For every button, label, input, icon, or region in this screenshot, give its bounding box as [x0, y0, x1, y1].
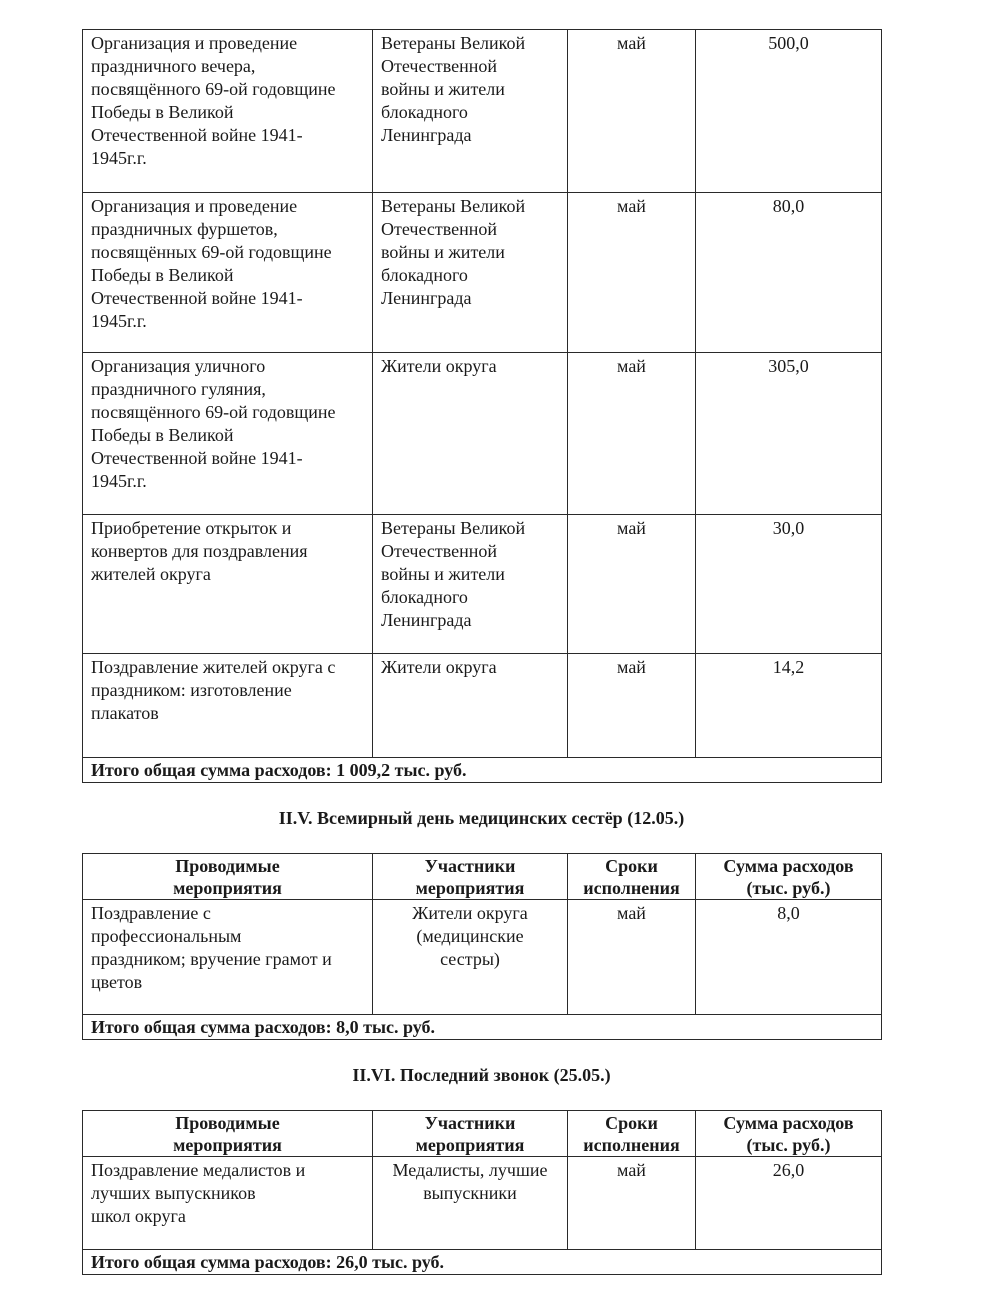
- total-cell: Итого общая сумма расходов: 8,0 тыс. руб.: [83, 1015, 882, 1040]
- header-participants: Участники мероприятия: [373, 854, 568, 900]
- total-cell: Итого общая сумма расходов: 1 009,2 тыс. руб.: [83, 758, 882, 783]
- table-row: [83, 515, 882, 654]
- participants-cell: Жители округа (медицинские сестры): [373, 900, 568, 1015]
- header-amount: Сумма расходов (тыс. руб.): [696, 854, 882, 900]
- participants-cell: Жители округа: [373, 353, 568, 515]
- table-header-row: [83, 854, 882, 900]
- total-row: [83, 758, 882, 783]
- table-row: [83, 353, 882, 515]
- event-cell: Организация и проведение праздничных фуршетов, посвящённых 69-ой годовщине Победы в Великой Отечественной войне 1941- 1945г.г.: [83, 193, 373, 353]
- amount-cell: 80,0: [696, 193, 882, 353]
- participants-cell: Медалисты, лучшие выпускники: [373, 1157, 568, 1250]
- event-cell: Поздравление с профессиональным праздником; вручение грамот и цветов: [83, 900, 373, 1015]
- header-term: Сроки исполнения: [568, 1111, 696, 1157]
- amount-cell: 8,0: [696, 900, 882, 1015]
- amount-cell: 14,2: [696, 654, 882, 758]
- table-row: [83, 900, 882, 1015]
- table-row: [83, 654, 882, 758]
- total-cell: Итого общая сумма расходов: 26,0 тыс. руб.: [83, 1250, 882, 1275]
- table-header-row: [83, 1111, 882, 1157]
- section-title-last-bell: II.VI. Последний звонок (25.05.): [352, 1065, 611, 1085]
- participants-cell: Ветераны Великой Отечественной войны и жители блокадного Ленинграда: [373, 515, 568, 654]
- header-participants: Участники мероприятия: [373, 1111, 568, 1157]
- participants-cell: Ветераны Великой Отечественной войны и жители блокадного Ленинграда: [373, 30, 568, 193]
- events-table-victory-day: [82, 29, 882, 783]
- term-cell: май: [568, 900, 696, 1015]
- term-cell: май: [568, 515, 696, 654]
- header-amount: Сумма расходов (тыс. руб.): [696, 1111, 882, 1157]
- amount-cell: 500,0: [696, 30, 882, 193]
- amount-cell: 30,0: [696, 515, 882, 654]
- event-cell: Организация и проведение праздничного вечера, посвящённого 69-ой годовщине Победы в Великой Отечественной войне 1941- 1945г.г.: [83, 30, 373, 193]
- header-events: Проводимые мероприятия: [83, 854, 373, 900]
- term-cell: май: [568, 1157, 696, 1250]
- amount-cell: 26,0: [696, 1157, 882, 1250]
- section-title-nurses-day: II.V. Всемирный день медицинских сестёр (12.05.): [278, 808, 685, 828]
- total-row: [83, 1250, 882, 1275]
- participants-cell: Жители округа: [373, 654, 568, 758]
- term-cell: май: [568, 654, 696, 758]
- table-row: [83, 1157, 882, 1250]
- term-cell: май: [568, 30, 696, 193]
- event-cell: Поздравление жителей округа с праздником: изготовление плакатов: [83, 654, 373, 758]
- participants-cell: Ветераны Великой Отечественной войны и жители блокадного Ленинграда: [373, 193, 568, 353]
- term-cell: май: [568, 193, 696, 353]
- events-table-nurses-day: [82, 853, 882, 1040]
- event-cell: Поздравление медалистов и лучших выпускников школ округа: [83, 1157, 373, 1250]
- header-term: Сроки исполнения: [568, 854, 696, 900]
- header-events: Проводимые мероприятия: [83, 1111, 373, 1157]
- event-cell: Организация уличного праздничного гуляния, посвящённого 69-ой годовщине Победы в Великой Отечественной войне 1941- 1945г.г.: [83, 353, 373, 515]
- table-row: [83, 30, 882, 193]
- term-cell: май: [568, 353, 696, 515]
- table-row: [83, 193, 882, 353]
- amount-cell: 305,0: [696, 353, 882, 515]
- total-row: [83, 1015, 882, 1040]
- event-cell: Приобретение открыток и конвертов для поздравления жителей округа: [83, 515, 373, 654]
- events-table-last-bell: [82, 1110, 882, 1275]
